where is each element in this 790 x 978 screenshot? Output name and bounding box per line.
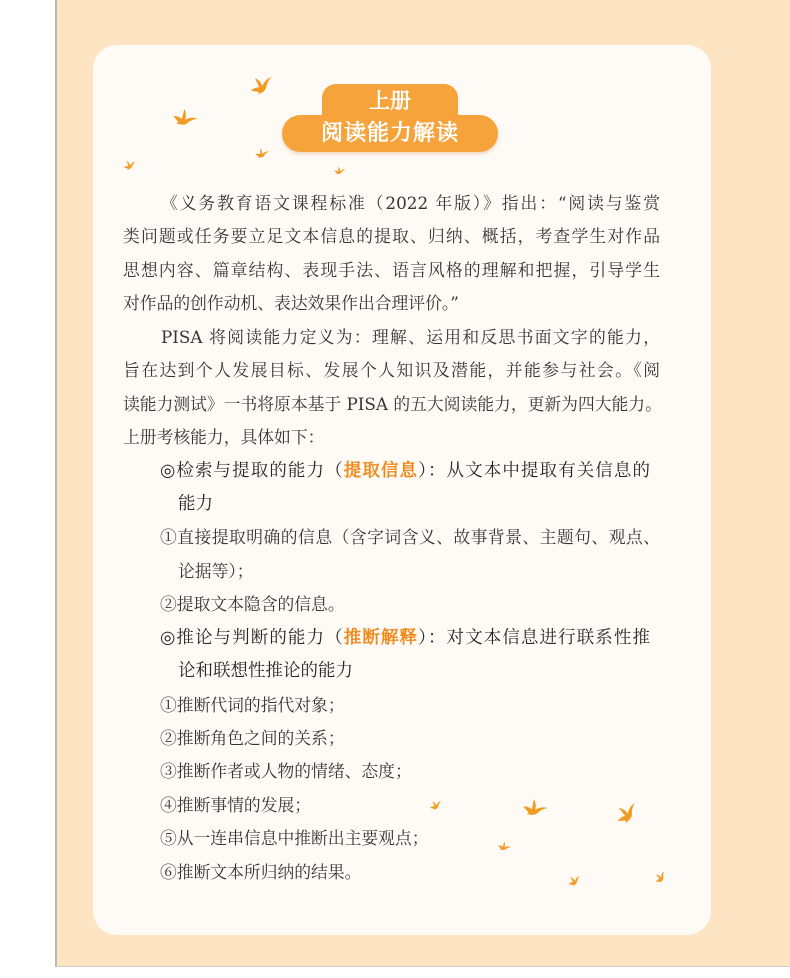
volume-tab <box>322 84 458 118</box>
ability-section-inference <box>123 622 660 890</box>
paragraph-curriculum-standard <box>123 187 660 321</box>
section-title-bar <box>282 115 498 152</box>
paragraph-line: 读能力测试》一书将原本基于 PISA 的五大阅读能力，更新为四大能力。 <box>123 393 662 414</box>
ability-heading-continuation: 能力 <box>178 493 213 514</box>
paragraph-pisa-definition <box>123 321 660 455</box>
ability-heading <box>160 455 650 488</box>
ability-item-continuation: 论据等）； <box>178 560 254 581</box>
ability-item: ⑥推断文本所归纳的结果。 <box>160 861 362 882</box>
volume-label: 上册 <box>369 89 411 113</box>
paragraph-line: 《义务教育语文课程标准（2022 年版）》指出：“阅读与鉴赏 <box>161 193 660 213</box>
ability-keyword: 推断解释 <box>343 627 419 648</box>
paragraph-line: 上册考核能力，具体如下： <box>123 427 325 448</box>
ability-heading <box>160 622 650 655</box>
paragraph-line: 思想内容、篇章结构、表现手法、语言风格的理解和把握，引导学生 <box>123 259 660 280</box>
ability-heading-suffix: ）：对文本信息进行联系性推 <box>418 627 650 648</box>
paragraph-line: PISA 将阅读能力定义为：理解、运用和反思书面文字的能力， <box>161 326 660 347</box>
ability-heading-prefix: ◎推论与判断的能力（ <box>160 627 344 648</box>
ability-heading-prefix: ◎检索与提取的能力（ <box>160 460 344 481</box>
ability-item: ④推断事情的发展； <box>160 794 312 815</box>
paragraph-line: 旨在达到个人发展目标、发展个人知识及潜能，并能参与社会。《阅 <box>123 360 660 381</box>
paragraph-line: 对作品的创作动机、表达效果作出合理评价。” <box>123 293 459 314</box>
paragraph-line: 类问题或任务要立足文本信息的提取、归纳、概括，考查学生对作品 <box>123 226 660 247</box>
ability-item: ⑤从一连串信息中推断出主要观点； <box>160 828 429 849</box>
ability-heading-suffix: ）：从文本中提取有关信息的 <box>418 460 650 481</box>
ability-item: ②推断角色之间的关系； <box>160 728 345 748</box>
bird-icon <box>123 158 138 170</box>
ability-keyword: 提取信息 <box>343 460 419 481</box>
body-text <box>123 187 660 889</box>
section-title: 阅读能力解读 <box>320 121 459 146</box>
ability-item: ①直接提取明确的信息（含字词含义、故事背景、主题句、观点、 <box>160 527 660 548</box>
bird-icon <box>254 146 271 160</box>
ability-item: ②提取文本隐含的信息。 <box>160 594 345 615</box>
ability-item: ③推断作者或人物的情绪、态度； <box>160 761 412 782</box>
ability-section-retrieval <box>123 455 660 622</box>
ability-item: ①推断代词的指代对象； <box>160 694 345 715</box>
ability-heading-continuation: 论和联想性推论的能力 <box>178 661 353 682</box>
